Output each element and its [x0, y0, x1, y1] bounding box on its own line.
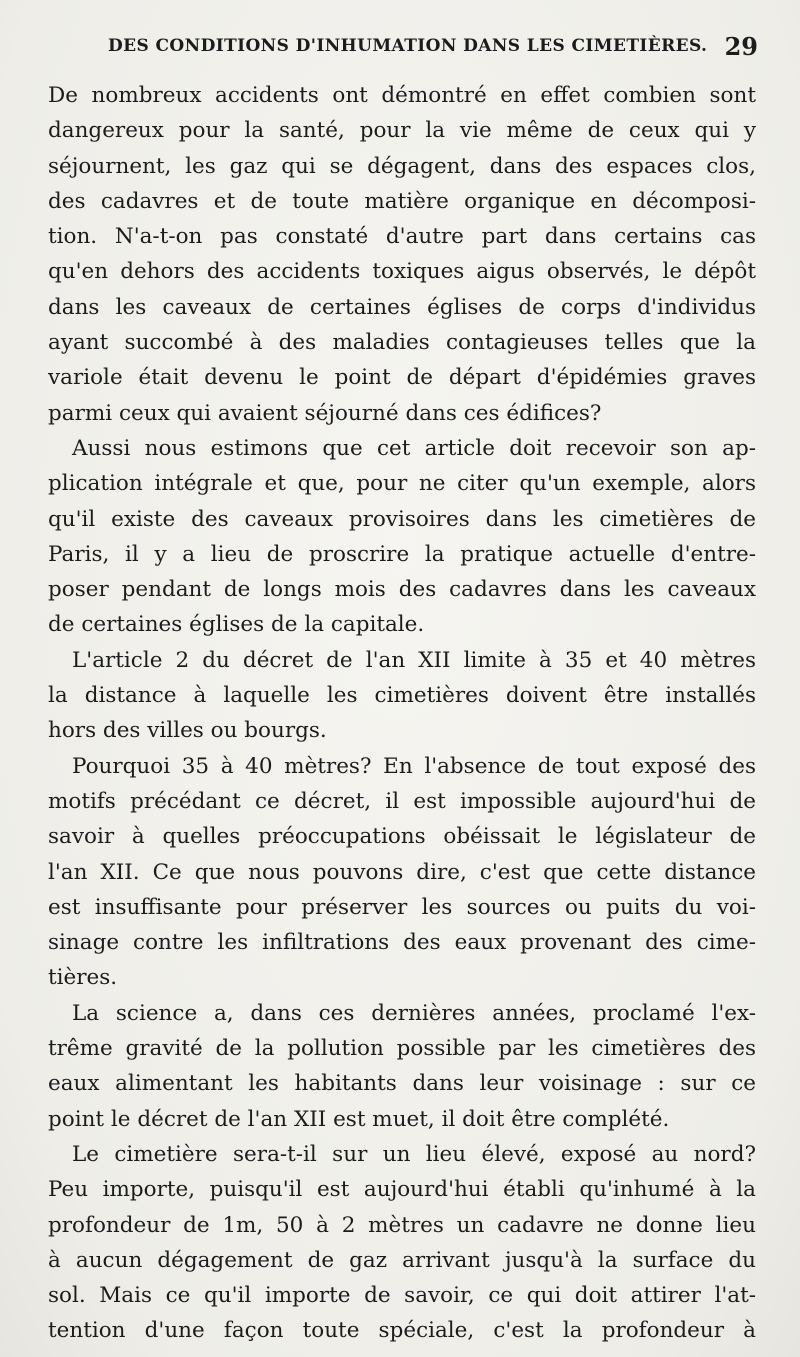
running-title: DES CONDITIONS D'INHUMATION DANS LES CIMETIÈRES.	[108, 36, 708, 56]
text-line: Peu importe, puisqu'il est aujourd'hui établi qu'inhumé à la	[48, 1177, 756, 1203]
text-line: profondeur de 1m, 50 à 2 mètres un cadavre ne donne lieu	[48, 1212, 756, 1238]
text-line: l'an XII. Ce que nous pouvons dire, c'est que cette distance	[48, 859, 756, 885]
text-line: eaux alimentant les habitants dans leur voisinage : sur ce	[48, 1071, 756, 1097]
text-line: Le cimetière sera-t-il sur un lieu élevé, exposé au nord?	[72, 1141, 756, 1167]
text-line: ayant succombé à des maladies contagieuses telles que la	[48, 330, 756, 356]
body-text	[48, 78, 756, 1349]
text-line: tion. N'a-t-on pas constaté d'autre part dans certains cas	[48, 224, 756, 250]
text-line: La science a, dans ces dernières années, proclamé l'ex-	[72, 1000, 756, 1026]
text-line: de certaines églises de la capitale.	[48, 612, 425, 638]
text-line: poser pendant de longs mois des cadavres dans les caveaux	[48, 577, 756, 603]
text-line: parmi ceux qui avaient séjourné dans ces édifices?	[48, 400, 602, 426]
text-line: sol. Mais ce qu'il importe de savoir, ce qui doit attirer l'at-	[48, 1283, 756, 1309]
text-line: qu'en dehors des accidents toxiques aigus observés, le dépôt	[48, 259, 756, 285]
page-number: 29	[724, 32, 758, 61]
text-line: Pourquoi 35 à 40 mètres? En l'absence de tout exposé des	[72, 753, 756, 779]
text-line: point le décret de l'an XII est muet, il doit être complété.	[48, 1106, 670, 1132]
text-line: tention d'une façon toute spéciale, c'est la profondeur à	[48, 1318, 756, 1344]
text-line: tières.	[48, 965, 118, 991]
text-line: trême gravité de la pollution possible par les cimetières des	[48, 1036, 756, 1062]
text-line: est insuffisante pour préserver les sources ou puits du voi-	[48, 894, 756, 920]
text-line: Aussi nous estimons que cet article doit recevoir son ap-	[72, 435, 756, 461]
text-line: sinage contre les infiltrations des eaux provenant des cime-	[48, 930, 756, 956]
text-line: qu'il existe des caveaux provisoires dans les cimetières de	[48, 506, 756, 532]
text-line: dans les caveaux de certaines églises de corps d'individus	[48, 294, 756, 320]
text-line: variole était devenu le point de départ d'épidémies graves	[48, 365, 756, 391]
text-line: motifs précédant ce décret, il est impossible aujourd'hui de	[48, 788, 756, 814]
text-line: plication intégrale et que, pour ne citer qu'un exemple, alors	[48, 471, 756, 497]
text-line: des cadavres et de toute matière organique en décomposi-	[48, 188, 756, 214]
text-line: à aucun dégagement de gaz arrivant jusqu'à la surface du	[48, 1247, 756, 1273]
text-line: dangereux pour la santé, pour la vie même de ceux qui y	[48, 118, 756, 144]
page-header	[48, 32, 770, 64]
text-line: hors des villes ou bourgs.	[48, 718, 327, 744]
text-line: De nombreux accidents ont démontré en effet combien sont	[48, 83, 756, 108]
text-line: la distance à laquelle les cimetières doivent être installés	[48, 683, 756, 709]
text-line: savoir à quelles préoccupations obéissait le législateur de	[48, 824, 756, 850]
text-line: Paris, il y a lieu de proscrire la pratique actuelle d'entre-	[48, 541, 756, 567]
text-line: séjournent, les gaz qui se dégagent, dans des espaces clos,	[48, 153, 756, 179]
text-line: L'article 2 du décret de l'an XII limite à 35 et 40 mètres	[72, 647, 756, 673]
